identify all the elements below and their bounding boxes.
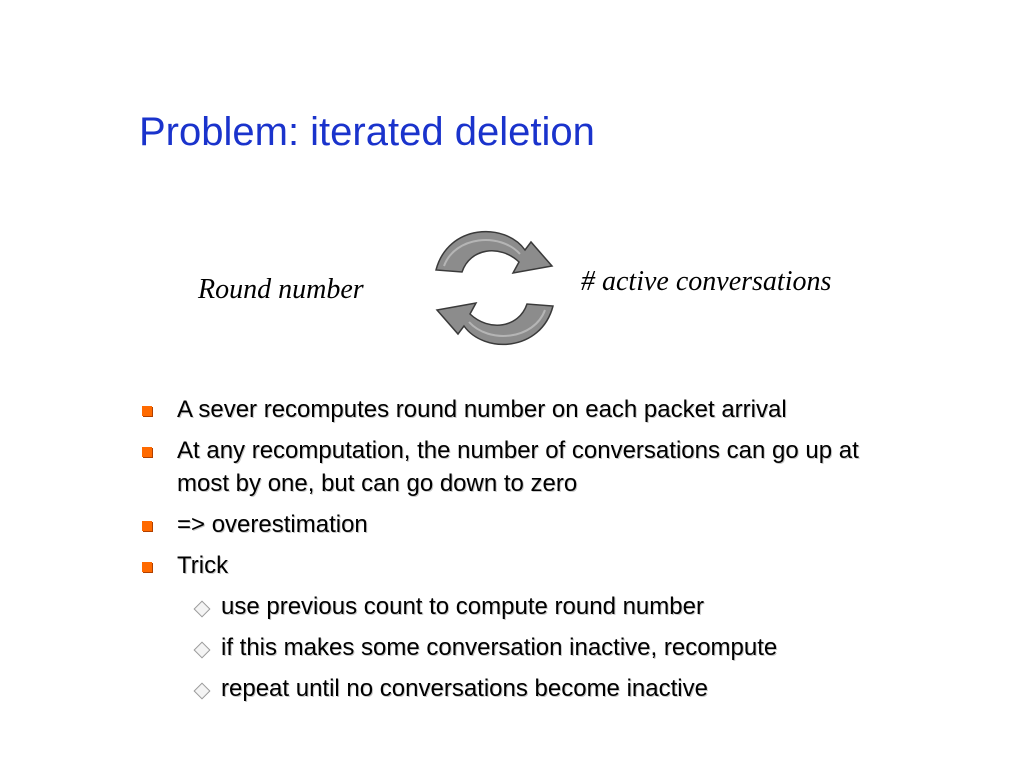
bullet-square-icon — [142, 406, 152, 416]
bullet-square-icon — [142, 562, 152, 572]
bullet-1: A sever recomputes round number on each packet arrival — [177, 396, 787, 423]
sub-bullet-2: if this makes some conversation inactive, recompute — [221, 634, 778, 661]
active-conversations-label: # active conversations — [581, 266, 832, 297]
round-number-label: Round number — [198, 274, 364, 305]
bullet-2: At any recomputation, the number of conversations can go up at — [177, 437, 859, 464]
bullet-4: Trick — [177, 552, 229, 579]
bullet-square-icon — [142, 521, 152, 531]
bullet-square-icon — [142, 447, 152, 457]
bullet-2-continuation: most by one, but can go down to zero — [177, 470, 578, 497]
sub-bullet-1: use previous count to compute round number — [221, 593, 704, 620]
slide-title: Problem: iterated deletion — [139, 110, 595, 154]
bullet-3: => overestimation — [177, 511, 368, 538]
sub-bullet-3: repeat until no conversations become inactive — [221, 675, 708, 702]
